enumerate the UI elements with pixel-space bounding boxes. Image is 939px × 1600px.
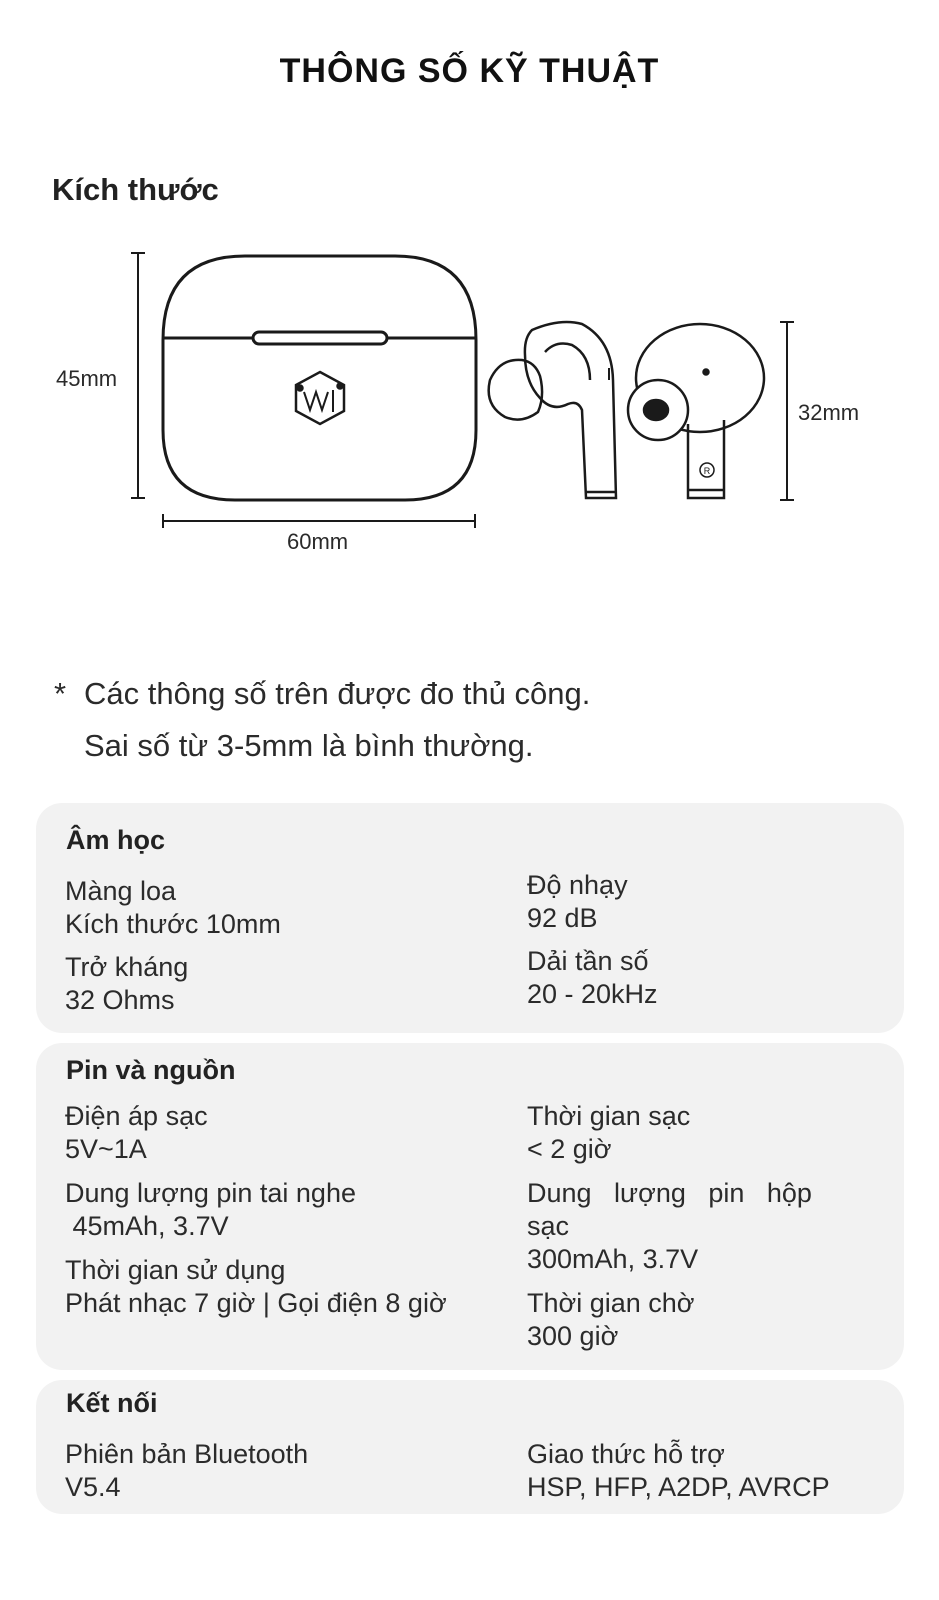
spec-sensitivity-value: 92 dB	[527, 903, 598, 933]
spec-frequency	[527, 945, 658, 1011]
spec-sensitivity	[527, 869, 628, 935]
spec-standby-time-label: Thời gian chờ	[527, 1288, 695, 1318]
connectivity-title: Kết nối	[66, 1388, 158, 1418]
earbud-height-label: 32mm	[798, 400, 860, 425]
spec-charge-time-label: Thời gian sạc	[527, 1101, 691, 1131]
spec-bluetooth	[65, 1438, 308, 1504]
spec-earbud-battery-label: Dung lượng pin tai nghe	[65, 1178, 356, 1208]
spec-charge-time-value: < 2 giờ	[527, 1134, 612, 1164]
spec-impedance	[65, 951, 188, 1017]
spec-impedance-label: Trở kháng	[65, 952, 189, 982]
connectivity-card	[36, 1380, 904, 1514]
spec-case-battery-label-2: sạc	[527, 1211, 570, 1241]
spec-voltage	[65, 1100, 208, 1166]
spec-driver-label: Màng loa	[65, 876, 177, 906]
spec-earbud-battery	[65, 1177, 356, 1243]
spec-case-battery-label-1: Dung lượng pin hộp	[527, 1178, 812, 1208]
dimensions-heading: Kích thước	[52, 172, 219, 207]
earbud-left	[489, 322, 616, 498]
spec-protocols-value: HSP, HFP, A2DP, AVRCP	[527, 1472, 830, 1502]
spec-case-battery-value: 300mAh, 3.7V	[527, 1244, 699, 1274]
page-title: THÔNG SỐ KỸ THUẬT	[279, 52, 660, 90]
note-marker: *	[54, 676, 67, 711]
spec-charge-time	[527, 1100, 690, 1166]
case-height-label: 45mm	[56, 366, 118, 391]
spec-sensitivity-label: Độ nhạy	[527, 870, 628, 900]
spec-protocols	[527, 1438, 830, 1504]
spec-bluetooth-value: V5.4	[65, 1472, 121, 1502]
note-line-1: Các thông số trên được đo thủ công.	[84, 676, 591, 711]
acoustics-title: Âm học	[66, 825, 166, 855]
spec-impedance-value: 32 Ohms	[65, 985, 175, 1015]
spec-usage-time-label: Thời gian sử dụng	[65, 1255, 286, 1285]
charging-case	[163, 256, 476, 500]
spec-usage-time-value: Phát nhạc 7 giờ | Gọi điện 8 giờ	[65, 1288, 447, 1318]
earbud-right	[628, 324, 764, 498]
spec-standby-time-value: 300 giờ	[527, 1321, 619, 1351]
power-title: Pin và nguồn	[66, 1055, 236, 1085]
case-width-label: 60mm	[287, 529, 349, 554]
spec-standby-time	[527, 1287, 694, 1353]
power-card	[36, 1043, 904, 1370]
spec-driver-value: Kích thước 10mm	[65, 909, 281, 939]
note-line-2: Sai số từ 3-5mm là bình thường.	[84, 728, 534, 763]
spec-earbud-battery-value: 45mAh, 3.7V	[65, 1211, 229, 1241]
svg-text:R: R	[703, 466, 711, 476]
spec-voltage-value: 5V~1A	[65, 1134, 147, 1164]
spec-bluetooth-label: Phiên bản Bluetooth	[65, 1439, 309, 1469]
spec-case-battery	[527, 1177, 812, 1276]
spec-frequency-label: Dải tần số	[527, 946, 649, 976]
acoustics-card	[36, 803, 904, 1033]
spec-driver	[65, 875, 281, 941]
brand-logo	[296, 372, 344, 424]
spec-protocols-label: Giao thức hỗ trợ	[527, 1439, 725, 1469]
spec-usage-time	[65, 1254, 447, 1320]
measurement-note	[54, 668, 590, 772]
dimensions-diagram	[0, 240, 939, 580]
spec-frequency-value: 20 - 20kHz	[527, 979, 658, 1009]
spec-voltage-label: Điện áp sạc	[65, 1101, 208, 1131]
